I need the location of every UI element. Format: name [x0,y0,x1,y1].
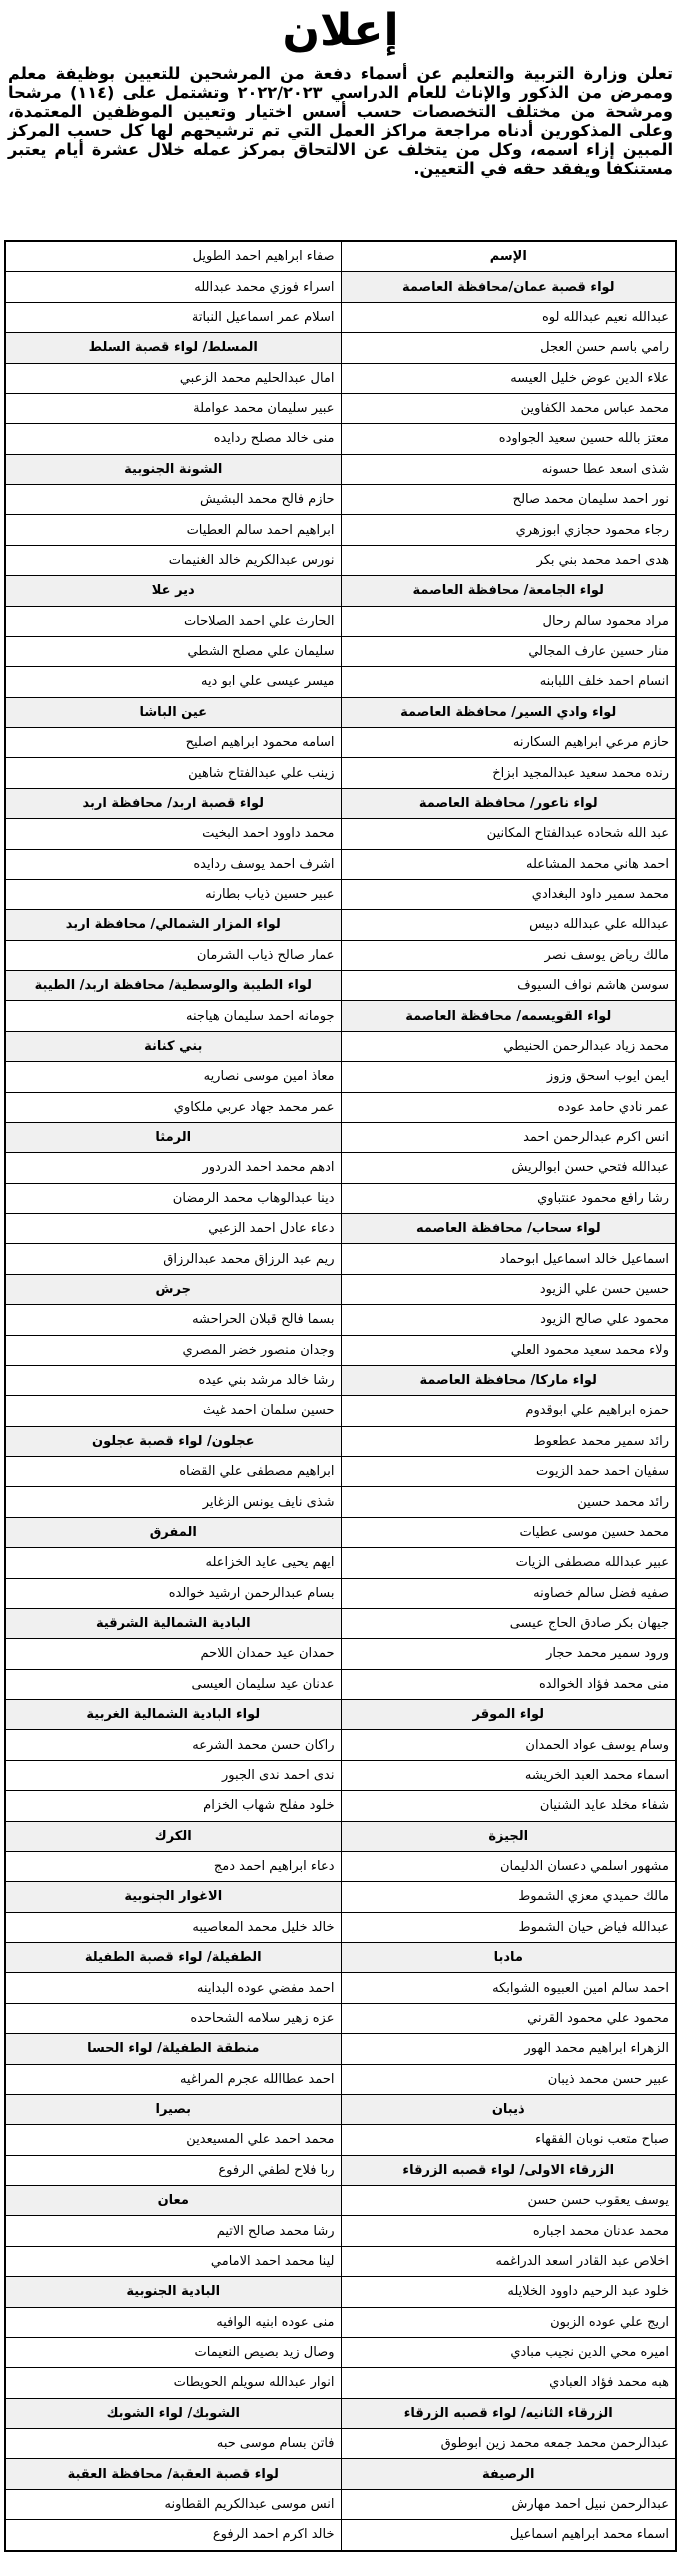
candidate-name: عبدالله نعيم عبدالله لوه [342,303,676,333]
district-header: بني كنانة [6,1032,341,1062]
candidate-name: اخلاص عبد القادر اسعد الدراغمه [342,2247,676,2277]
candidate-name: عبير عبدالله مصطفى الزيات [342,1548,676,1578]
candidate-name: ولاء محمد سعيد محمود العلي [342,1336,676,1366]
candidate-name: رشا رافع محمود عنتباوي [342,1184,676,1214]
district-header: لواء الطيبة والوسطية/ محافظة اربد/ الطيبة [6,971,341,1001]
candidate-name: عبير حسن محمد ذيبان [342,2065,676,2095]
candidate-name: رجاء محمود حجازي ابوزهري [342,515,676,545]
candidate-name: عمر نادي حامد عوده [342,1093,676,1123]
candidate-name: اميره محي الدين نجيب مبادي [342,2338,676,2368]
district-header: لواء قصبة العقبة/ محافظة العقبة [6,2459,341,2489]
candidate-name: محمد داوود احمد البخيت [6,819,341,849]
candidate-name: سليمان علي مصلح الشطي [6,637,341,667]
candidate-name: علاء الدين عوض خليل العيسه [342,364,676,394]
district-header: بصيرا [6,2095,341,2125]
candidate-name: خلود مفلح شهاب الخزام [6,1791,341,1821]
candidate-name: اسامه محمود ابراهيم اصليح [6,728,341,758]
candidate-name: جيهان بكر صادق الحاج عيسى [342,1609,676,1639]
candidate-name: حازم مرعي ابراهيم السكارنه [342,728,676,758]
candidate-name: دعاء عادل احمد الزعبي [6,1214,341,1244]
candidate-name: عمر محمد جهاد عربي ملكاوي [6,1093,341,1123]
table-column-right [341,242,676,2550]
candidate-name: عزه زهير سلامه الشحاحده [6,2004,341,2034]
candidate-name: احمد عطاالله عجرم المراغيه [6,2065,341,2095]
column-header: الإسم [342,242,676,272]
district-header: الزرقاء الثانيه/ لواء قصبه الزرقاء [342,2399,676,2429]
candidate-name: ادهم محمد احمد الدردور [6,1153,341,1183]
candidate-name: صباح متعب نوبان الفقهاء [342,2125,676,2155]
district-header: لواء المزار الشمالي/ محافظة اربد [6,910,341,940]
candidate-name: حسين سلمان احمد غيث [6,1396,341,1426]
district-header: البادية الجنوبية [6,2277,341,2307]
candidate-name: هدى احمد محمد بني بكر [342,546,676,576]
district-header: عين الباشا [6,698,341,728]
candidate-name: يوسف يعقوب حسن حسن [342,2186,676,2216]
candidate-name: مشهور اسلمي دعسان الدليمان [342,1852,676,1882]
candidate-name: ريم عبد الرزاق محمد عبدالرزاق [6,1244,341,1274]
district-header: البادية الشمالية الشرقية [6,1609,341,1639]
district-header: لواء ماركا/ محافظة العاصمة [342,1366,676,1396]
candidate-name: اسماعيل خالد اسماعيل ابوحماد [342,1244,676,1274]
district-header: لواء سحاب/ محافظة العاصمه [342,1214,676,1244]
candidate-name: عمار صالح ذياب الشرمان [6,941,341,971]
candidate-name: الزهراء ابراهيم محمد الهور [342,2034,676,2064]
district-header: المفرق [6,1518,341,1548]
candidate-name: رشا محمد صالح الاتيم [6,2216,341,2246]
table-column-left [6,242,341,2550]
candidate-name: محمد سمير داود البغدادي [342,880,676,910]
candidate-name: مراد محمود سالم رحال [342,607,676,637]
candidate-name: الحارث علي احمد الصلاحات [6,607,341,637]
district-header: مادبا [342,1943,676,1973]
candidate-name: محمد احمد علي المسيعدين [6,2125,341,2155]
candidate-name: صفيه فضل سالم خصاونه [342,1579,676,1609]
candidate-name: انوار عبدالله سويلم الحويطات [6,2368,341,2398]
candidate-name: اريج علي عوده الزبون [342,2308,676,2338]
candidate-name: محمد حسين موسى عطيات [342,1518,676,1548]
district-header: الشونة الجنوبية [6,455,341,485]
district-header: الشوبك/ لواء الشوبك [6,2399,341,2429]
district-header: الاغوار الجنوبية [6,1882,341,1912]
candidate-name: عدنان عيد سليمان العيسى [6,1670,341,1700]
candidate-name: حسين حسن علي الزيود [342,1275,676,1305]
candidate-name: وسام يوسف عواد الحمدان [342,1730,676,1760]
candidate-name: دينا عبدالوهاب محمد الرمضان [6,1184,341,1214]
candidate-name: رشا خالد مرشد بني عيده [6,1366,341,1396]
candidate-name: خلود عبد الرحيم داوود الخلايله [342,2277,676,2307]
candidate-name: امال عبدالحليم محمد الزعبي [6,364,341,394]
candidate-name: ورود سمير محمد حجار [342,1639,676,1669]
candidate-name: احمد مفضي عوده البداينه [6,1973,341,2003]
candidate-name: منى عوده ابنيه الوافيه [6,2308,341,2338]
candidate-name: انس اكرم عبدالرحمن احمد [342,1123,676,1153]
district-header: لواء الموقر [342,1700,676,1730]
district-header: الجيزة [342,1822,676,1852]
candidate-name: شذى اسعد عطا حسونه [342,455,676,485]
candidate-name: عبدالله فياض حيان الشموط [342,1913,676,1943]
district-header: الرمثا [6,1123,341,1153]
candidate-name: عبير سليمان محمد عواملة [6,394,341,424]
district-header: لواء وادي السير/ محافظة العاصمة [342,698,676,728]
candidate-name: عبدالرحمن محمد جمعه محمد زين ابوطوق [342,2429,676,2459]
candidate-name: ندى احمد ندى الجبور [6,1761,341,1791]
candidate-name: رائد محمد حسين [342,1487,676,1517]
district-header: لواء قصبة اربد/ محافظة اربد [6,789,341,819]
announcement-title: إعلان [282,5,399,56]
district-header: الطفيلة/ لواء قصبة الطفيلة [6,1943,341,1973]
candidate-name: مالك حميدي معزي الشموط [342,1882,676,1912]
candidate-name: محمود علي صالح الزيود [342,1305,676,1335]
district-header: الكرك [6,1822,341,1852]
candidate-name: احمد هاني محمد المشاعله [342,850,676,880]
candidate-name: انسام احمد خلف اللبابنه [342,667,676,697]
candidate-name: بسام عبدالرحمن ارشيد خوالده [6,1579,341,1609]
district-header: المسلط/ لواء قصبة السلط [6,333,341,363]
candidate-name: شذى نايف يونس الزغاير [6,1487,341,1517]
candidate-name: حمدان عيد حمدان اللاحم [6,1639,341,1669]
candidate-name: ايهم يحيى عايد الخزاعله [6,1548,341,1578]
candidate-name: وصال زيد بصيص النعيمات [6,2338,341,2368]
district-header: الرصيفة [342,2459,676,2489]
candidate-name: احمد سالم امين العبيوه الشوابكه [342,1973,676,2003]
candidate-name: محمود علي محمود القرني [342,2004,676,2034]
candidate-name: عبير حسين ذياب بطارنه [6,880,341,910]
candidate-name: سفيان احمد حمد الزيوت [342,1457,676,1487]
district-header: لواء قصبة عمان/محافظة العاصمة [342,272,676,302]
candidate-name: زينب علي عبدالفتاح شاهين [6,758,341,788]
candidate-name: انس موسى عبدالكريم القطاونه [6,2490,341,2520]
candidate-name: هبه محمد فؤاد العبادي [342,2368,676,2398]
district-header: لواء القويسمه/ محافظة العاصمة [342,1001,676,1031]
candidate-name: محمد عباس محمد الكفاوين [342,394,676,424]
candidate-name: ابراهيم احمد سالم العطيات [6,515,341,545]
district-header: الزرقاء الاولى/ لواء قصبه الزرقاء [342,2156,676,2186]
candidate-name: ميسر عيسى علي ابو ديه [6,667,341,697]
district-header: لواء البادية الشمالية الغربية [6,1700,341,1730]
candidate-name: نورس عبدالكريم خالد الغنيمات [6,546,341,576]
candidate-name: عبد الله شحاده عبدالفتاح المكانين [342,819,676,849]
candidate-name: فاتن بسام موسى حبه [6,2429,341,2459]
candidate-name: محمد زياد عبدالرحمن الحنيطي [342,1032,676,1062]
announcement-intro: تعلن وزارة التربية والتعليم عن أسماء دفعة من المرشحين للتعيين بوظيفة معلم وممرض من الذكور والإناث للعام الدراسي ٢٠٢٢/٢٠٢٣ وتشتمل على (١١٤) مرشحا ومرشحة من مختلف التخصصات حسب أسس اختيار وتعيين الموظفين المعتمدة، وعلى المذكورين أدناه مراجعة مراكز العمل التي تم ترشيحهم لها كل حسب المركز المبين إزاء اسمه، وكل من يتخلف عن الالتحاق بمركز عمله خلال عشرة أيام يعتبر مستنكفا ويفقد حقه في التعيين. [8,64,673,178]
district-header: ذيبان [342,2095,676,2125]
candidate-name: منار حسين عارف المجالي [342,637,676,667]
candidate-name: مالك رياض يوسف نصر [342,941,676,971]
candidate-name: اسلام عمر اسماعيل النباتة [6,303,341,333]
candidate-name: معتز بالله حسين سعيد الجواوده [342,424,676,454]
candidate-name: عبدالرحمن نبيل احمد مهارش [342,2490,676,2520]
candidate-name: رائد سمير محمد عطعوط [342,1427,676,1457]
candidates-table [4,240,677,2552]
candidate-name: محمد عدنان محمد اجباره [342,2216,676,2246]
candidate-name: حازم فالح محمد البشيش [6,485,341,515]
district-header: لواء ناعور/ محافظة العاصمة [342,789,676,819]
candidate-name: اسماء محمد العبد الخريشه [342,1761,676,1791]
candidate-name: عبدالله علي عبدالله دبيس [342,910,676,940]
district-header: دير علا [6,576,341,606]
candidate-name: صفاء ابراهيم احمد الطويل [6,242,341,272]
candidate-name: خالد خليل محمد المعاصيبه [6,1913,341,1943]
candidate-name: رنده محمد سعيد عبدالمجيد ابزاخ [342,758,676,788]
candidate-name: جومانه احمد سليمان هياجنه [6,1001,341,1031]
district-header: عجلون/ لواء قصبة عجلون [6,1427,341,1457]
candidate-name: دعاء ابراهيم احمد دمج [6,1852,341,1882]
candidate-name: ربا فلاح لطفي الرفوع [6,2156,341,2186]
district-header: منطقة الطفيلة/ لواء الحسا [6,2034,341,2064]
candidate-name: اشرف احمد يوسف ردايده [6,850,341,880]
candidate-name: ابراهيم مصطفى علي القضاه [6,1457,341,1487]
district-header: معان [6,2186,341,2216]
candidate-name: حمزه ابراهيم علي ابوقدوم [342,1396,676,1426]
candidate-name: راكان حسن محمد الشرعه [6,1730,341,1760]
candidate-name: منى محمد فؤاد الخوالده [342,1670,676,1700]
candidate-name: رامي باسم حسن العجل [342,333,676,363]
candidate-name: خالد اكرم احمد الرفوع [212,2527,335,2543]
candidate-name: نور احمد سليمان محمد صالح [342,485,676,515]
candidate-name: بسما فالح قبلان الحراحشه [6,1305,341,1335]
district-header: لواء الجامعة/ محافظة العاصمة [342,576,676,606]
candidate-name: شفاء مخلد عايد الشنيان [342,1791,676,1821]
district-header: جرش [6,1275,341,1305]
candidate-name: اسماء محمد ابراهيم اسماعيل [509,2527,669,2543]
candidate-name: عبدالله فتحي حسن ابوالريش [342,1153,676,1183]
candidate-name: سوسن هاشم نواف السيوف [342,971,676,1001]
candidate-name: ايمن ايوب اسحق وزوز [342,1062,676,1092]
candidate-name: اسراء فوزي محمد عبدالله [6,272,341,302]
candidate-name: لينا محمد احمد الامامي [6,2247,341,2277]
candidate-name: وجدان منصور خضر المصري [6,1336,341,1366]
candidate-name: منى خالد مصلح ردايده [6,424,341,454]
candidate-name: معاذ امين موسى نصاريه [6,1062,341,1092]
